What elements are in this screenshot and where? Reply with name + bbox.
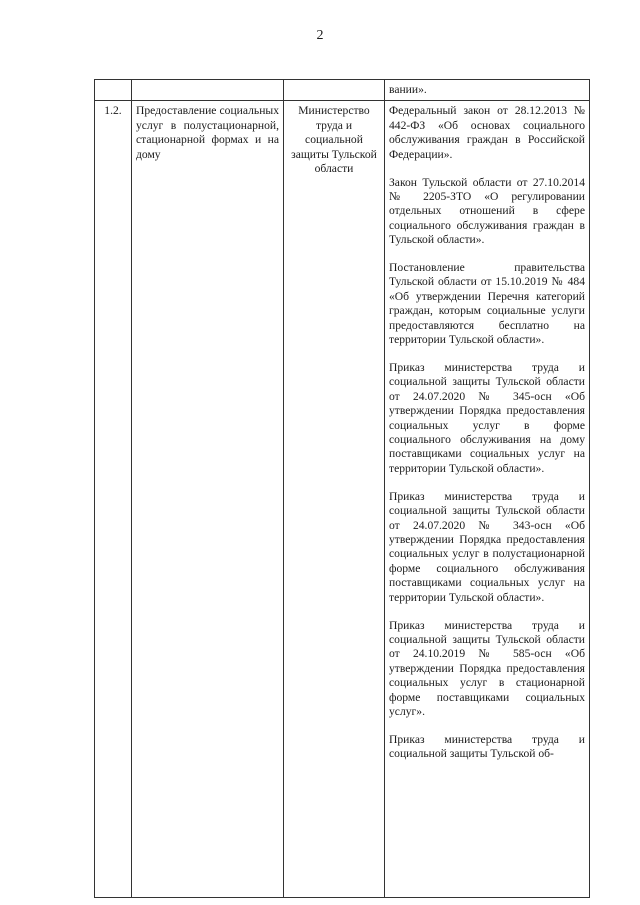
services-table <box>94 79 590 898</box>
legal-act: Приказ министерства труда и социальной защиты Тульской об- <box>389 732 585 761</box>
legal-act: Приказ министерства труда и социальной защиты Тульской области от 24.07.2020 № 345-осн «Об утверждении Порядка предоставления социальных услуг в форме социального обслуживания на дому поставщиками социальных услуг на территории Тульской области». <box>389 361 585 475</box>
legal-act: Федеральный закон от 28.12.2013 № 442-ФЗ «Об основах социального обслуживания граждан в Российской Федерации». <box>389 104 585 161</box>
responsible-organization: Министерство труда и социальной защиты Тульской области <box>284 101 385 898</box>
legal-act: Постановление правительства Тульской области от 15.10.2019 № 484 «Об утверждении Перечня категорий граждан, которым социальные услуги предоставляются бесплатно на территории Тульской области». <box>389 261 585 347</box>
legal-act: Закон Тульской области от 27.10.2014 № 2205-ЗТО «О регулировании отдельных отношений в сфере социального обслуживания граждан в Тульской области». <box>389 175 585 247</box>
page-number: 2 <box>316 28 324 43</box>
table-row-continued <box>95 80 590 101</box>
legal-act: Приказ министерства труда и социальной защиты Тульской области от 24.07.2020 № 343-осн «Об утверждении Порядка предоставления социальных услуг в полустационарной форме социального обслуживания поставщиками социальных услуг на территории Тульской области». <box>389 489 585 604</box>
cell-service-empty <box>132 80 284 101</box>
cell-org-empty <box>284 80 385 101</box>
service-name: Предоставление социальных услуг в полустационарной, стационарной формах и на дому <box>132 101 284 898</box>
legal-act: Приказ министерства труда и социальной защиты Тульской области от 24.10.2019 № 585-осн «Об утверждении Порядка предоставления социальных услуг в стационарной форме поставщиками социальных услуг». <box>389 618 585 718</box>
continued-text: вании». <box>389 83 427 96</box>
cell-acts-continued <box>385 80 590 101</box>
row-number: 1.2. <box>95 101 132 898</box>
table-row <box>95 101 590 898</box>
legal-acts-cell <box>385 101 590 898</box>
cell-num-empty <box>95 80 132 101</box>
